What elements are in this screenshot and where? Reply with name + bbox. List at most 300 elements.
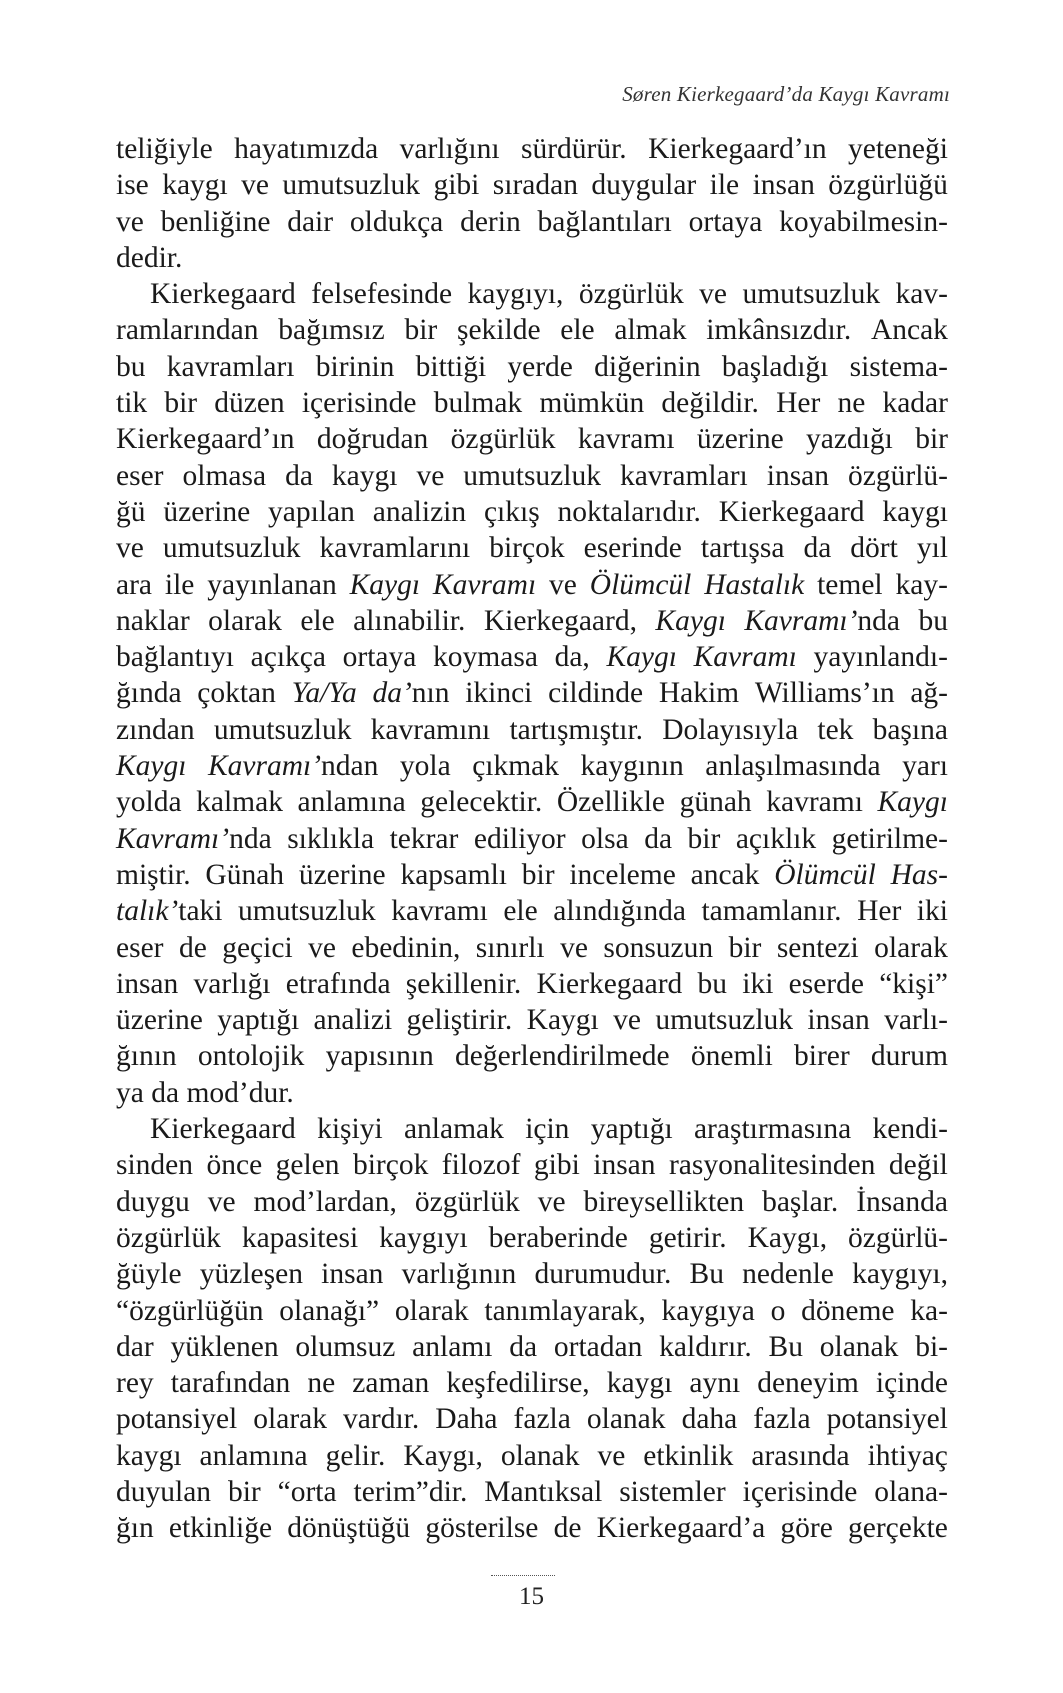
word: bulmak xyxy=(433,387,523,420)
word: durum xyxy=(870,1040,948,1073)
word: duyulan xyxy=(116,1475,212,1508)
text-line xyxy=(116,1293,948,1329)
word: olsa xyxy=(581,822,629,855)
word: sentezi xyxy=(776,931,859,964)
word: bir xyxy=(687,822,721,855)
word: ele xyxy=(300,604,335,637)
word: olanak xyxy=(819,1330,899,1363)
word: olana- xyxy=(874,1475,948,1508)
word: fazla xyxy=(513,1403,571,1436)
word: bir xyxy=(915,423,948,456)
word: kay- xyxy=(895,568,948,601)
word: birçok xyxy=(352,1149,429,1182)
word: göre xyxy=(780,1512,833,1545)
word: keşfedilirse, xyxy=(446,1367,590,1400)
word: şekillenir. xyxy=(405,967,522,1000)
text-line xyxy=(116,458,948,494)
text-line xyxy=(116,1002,948,1038)
word: varlığının xyxy=(401,1258,517,1291)
word: sistemler xyxy=(619,1475,726,1508)
word: yolda xyxy=(116,786,182,819)
word: potansiyel xyxy=(826,1403,948,1436)
word: yarı xyxy=(902,750,948,783)
word: inceleme xyxy=(569,858,676,891)
word: zından xyxy=(116,713,195,746)
word: gelecektir. xyxy=(420,786,543,819)
word: da xyxy=(644,822,673,855)
word: üzerine xyxy=(298,858,386,891)
word: sinden xyxy=(116,1149,194,1182)
text-line xyxy=(116,1438,948,1474)
word: umutsuzluk xyxy=(655,1004,794,1037)
word: Kierkegaard xyxy=(718,495,865,528)
word: oldukça xyxy=(349,205,444,238)
word: içinde xyxy=(875,1367,948,1400)
word: etkinlik xyxy=(643,1439,734,1472)
word: dedir. xyxy=(116,241,183,274)
word: tartışmıştır. xyxy=(509,713,644,746)
text-line xyxy=(116,167,948,203)
word: varlığı xyxy=(193,967,271,1000)
word: fazla xyxy=(753,1403,811,1436)
word: ve xyxy=(416,459,445,492)
word: dar xyxy=(116,1330,154,1363)
word: ve xyxy=(116,205,144,238)
word: kaygıyı, xyxy=(852,1258,948,1291)
word: içerisinde xyxy=(301,387,417,420)
word: olanağı” xyxy=(279,1294,380,1327)
word: da, xyxy=(554,641,590,674)
word: olanak xyxy=(586,1403,666,1436)
word: kaygıya xyxy=(661,1294,755,1327)
word: teliğiyle xyxy=(116,133,213,165)
text-line xyxy=(116,1038,948,1074)
word: anlamak xyxy=(403,1113,504,1146)
word: Ancak xyxy=(870,314,948,347)
word: ka- xyxy=(910,1294,948,1327)
word: ara xyxy=(116,568,153,601)
word: açıklık xyxy=(735,822,817,855)
word: İnsanda xyxy=(856,1185,948,1218)
word: vardır. xyxy=(343,1403,420,1436)
word: umutsuzluk xyxy=(162,532,301,565)
word: ne xyxy=(837,387,866,420)
word: kaygıyı xyxy=(379,1221,468,1254)
word: ve xyxy=(699,278,727,311)
word: umutsuzluk xyxy=(282,169,421,202)
word: imkânsızdır. xyxy=(706,314,852,347)
word: umutsuzluk xyxy=(463,459,601,492)
word: Kaygı xyxy=(877,786,948,819)
word: kavramı xyxy=(577,423,675,456)
word: Mantıksal xyxy=(484,1475,603,1508)
word: cildinde xyxy=(548,677,644,710)
word: mümkün xyxy=(539,387,645,420)
text-line xyxy=(116,1075,948,1111)
word: aynı xyxy=(689,1367,741,1400)
word: tek xyxy=(817,713,854,746)
word: sıklıkla xyxy=(287,822,375,855)
word: talık’taki xyxy=(116,895,223,928)
word: Dolayısıyla xyxy=(662,713,799,746)
word: derin xyxy=(460,205,521,238)
word: etkinliğe xyxy=(168,1512,273,1545)
word: Kierkegaard’ın xyxy=(116,423,295,456)
text-line xyxy=(116,567,948,603)
word: bu xyxy=(918,604,948,637)
word: kalmak xyxy=(196,786,283,819)
word: kavramları xyxy=(619,459,748,492)
running-header: Søren Kierkegaard’da Kaygı Kavramı xyxy=(622,82,950,106)
word: eserinde xyxy=(583,532,682,565)
word: Kaygı xyxy=(606,641,677,674)
word: almak xyxy=(614,314,687,347)
word: Her xyxy=(776,387,821,420)
word: Ölümcül xyxy=(589,568,692,601)
word: getirir. xyxy=(648,1221,727,1254)
word: bu xyxy=(697,967,728,1000)
text-line xyxy=(116,240,948,276)
word: da xyxy=(803,532,832,565)
word: ebedinin, xyxy=(351,931,461,964)
word: Kierkegaard, xyxy=(483,604,637,637)
word: ancak xyxy=(690,858,760,891)
word: ile xyxy=(709,169,740,202)
word: yüklenen xyxy=(170,1330,279,1363)
word: anlaşılmasında xyxy=(705,750,881,783)
word: özgürlük xyxy=(116,1221,221,1254)
word: Kierkegaard’ın xyxy=(648,133,827,165)
word: içerisinde xyxy=(742,1475,858,1508)
word: kavramı xyxy=(391,895,488,928)
word: potansiyel xyxy=(116,1403,238,1436)
text-line xyxy=(116,966,948,1002)
word: dönüştüğü xyxy=(287,1512,411,1545)
text-line xyxy=(116,276,948,312)
word: ve xyxy=(116,532,144,565)
word: durumudur. xyxy=(534,1258,672,1291)
word: bağlantıları xyxy=(537,205,672,238)
word: tanımlayarak, xyxy=(484,1294,646,1327)
word: gösterilse xyxy=(425,1512,539,1545)
word: sürdürür. xyxy=(520,133,627,165)
word: ve xyxy=(560,931,588,964)
word: yapısının xyxy=(325,1040,434,1073)
word: iki xyxy=(742,967,774,1000)
word: eser xyxy=(116,459,164,492)
word: etrafında xyxy=(285,967,391,1000)
word: özgürlük xyxy=(450,423,556,456)
word: Bu xyxy=(689,1258,724,1291)
word: olumsuz xyxy=(295,1330,396,1363)
word: Kaygı, xyxy=(747,1221,828,1254)
word: ile xyxy=(164,568,195,601)
word: eser xyxy=(116,931,164,964)
word: ontolojik xyxy=(197,1040,305,1073)
word: yaptığı xyxy=(217,1004,300,1037)
word: ve xyxy=(308,931,336,964)
word: sonsuzun xyxy=(603,931,714,964)
word: bu xyxy=(116,350,146,383)
word: felsefesinde xyxy=(311,278,453,311)
word: düzen xyxy=(214,387,285,420)
text-line xyxy=(116,421,948,457)
word: kaygının xyxy=(580,750,684,783)
word: filozof xyxy=(441,1149,521,1182)
word: bir xyxy=(227,1475,261,1508)
text-line xyxy=(116,1365,948,1401)
word: Hastalık xyxy=(704,568,805,601)
word: deneyim xyxy=(757,1367,859,1400)
text-line xyxy=(116,530,948,566)
word: ortaya xyxy=(688,205,763,238)
text-line xyxy=(116,1111,948,1147)
text-line xyxy=(116,204,948,240)
word: üzerine xyxy=(163,495,251,528)
word: bi- xyxy=(915,1330,948,1363)
word: bir xyxy=(164,387,198,420)
text-line xyxy=(116,893,948,929)
word: “kişi” xyxy=(879,967,948,1000)
word: üzerine xyxy=(696,423,784,456)
word: önce xyxy=(206,1149,263,1182)
word: varlığını xyxy=(399,133,500,165)
word: varlı- xyxy=(884,1004,948,1037)
word: ramlarından xyxy=(116,314,259,347)
text-line xyxy=(116,1184,948,1220)
text-line xyxy=(116,639,948,675)
text-line xyxy=(116,1329,948,1365)
word: tarafından xyxy=(170,1367,291,1400)
text-line xyxy=(116,675,948,711)
word: özgürlük xyxy=(578,278,684,311)
word: ele xyxy=(560,314,595,347)
word: için xyxy=(525,1113,570,1146)
word: geliştirir. xyxy=(406,1004,513,1037)
word: gerçekte xyxy=(848,1512,948,1545)
word: zaman xyxy=(352,1367,430,1400)
word: umutsuzluk xyxy=(238,895,376,928)
word: çoktan xyxy=(197,677,276,710)
page-number-rule xyxy=(491,1575,555,1576)
word: ve xyxy=(241,169,269,202)
word: yayınlanan xyxy=(207,568,337,601)
word: kaygı xyxy=(331,459,398,492)
word: başlar. xyxy=(762,1185,839,1218)
text-line xyxy=(116,1220,948,1256)
word: Günah xyxy=(205,858,285,891)
word: ğüyle xyxy=(116,1258,182,1291)
word: olarak xyxy=(253,1403,328,1436)
word: mod’lardan, xyxy=(253,1185,397,1218)
word: sıradan xyxy=(492,169,578,202)
word: ortadan xyxy=(553,1330,643,1363)
word: Bu xyxy=(768,1330,803,1363)
word: ediliyor xyxy=(473,822,566,855)
word: Daha xyxy=(435,1403,498,1436)
word: koymasa xyxy=(433,641,538,674)
word: ağ- xyxy=(910,677,948,710)
word: açıkça xyxy=(250,641,326,674)
word: rey xyxy=(116,1367,154,1400)
word: insan xyxy=(593,1149,656,1182)
word: Kierkegaard’a xyxy=(596,1512,766,1545)
word: nedenle xyxy=(742,1258,834,1291)
word: yazdığı xyxy=(806,423,893,456)
word: çıkmak xyxy=(472,750,560,783)
word: kaygı xyxy=(882,495,948,528)
word: sınırlı xyxy=(475,931,545,964)
word: terim”dir. xyxy=(353,1475,468,1508)
text-line xyxy=(116,748,948,784)
word: da’nın xyxy=(372,677,450,710)
word: kadar xyxy=(882,387,948,420)
word: ve xyxy=(613,1004,641,1037)
word: alındığında xyxy=(553,895,686,928)
word: ve xyxy=(549,568,577,601)
word: Hakim xyxy=(658,677,740,710)
text-line xyxy=(116,1401,948,1437)
text-line xyxy=(116,1474,948,1510)
word: yapılan xyxy=(268,495,355,528)
word: ğü xyxy=(116,495,146,528)
word: anlamı xyxy=(412,1330,493,1363)
word: insan xyxy=(807,1004,870,1037)
page-number: 15 xyxy=(519,1583,544,1610)
word: duygular xyxy=(591,169,697,202)
word: temel xyxy=(817,568,883,601)
word: Kavramı’nda xyxy=(744,604,900,637)
word: bağlantıyı xyxy=(116,641,234,674)
word: bireysellikten xyxy=(583,1185,745,1218)
word: tartışsa xyxy=(700,532,785,565)
word: kapasitesi xyxy=(241,1221,359,1254)
word: önemli xyxy=(690,1040,773,1073)
word: olarak xyxy=(208,604,282,637)
word: insan xyxy=(321,1258,384,1291)
word: değerlendirilmede xyxy=(455,1040,670,1073)
word: ve xyxy=(537,1185,566,1218)
word: kav- xyxy=(895,278,948,311)
word: olarak xyxy=(394,1294,469,1327)
word: kaygı xyxy=(606,1367,673,1400)
word: yaptığı xyxy=(590,1113,673,1146)
word: geçici xyxy=(222,931,293,964)
word: Kavramı xyxy=(432,568,537,601)
word: insan xyxy=(116,967,179,1000)
text-line xyxy=(116,385,948,421)
word: Kierkegaard xyxy=(536,967,683,1000)
word: yüzleşen xyxy=(199,1258,303,1291)
word: o xyxy=(770,1294,786,1327)
word: Her xyxy=(857,895,902,928)
word: değildir. xyxy=(661,387,759,420)
word: ikinci xyxy=(465,677,533,710)
word: araştırmasına xyxy=(693,1113,852,1146)
word: özgürlüğü xyxy=(828,169,948,202)
word: miştir. xyxy=(116,858,191,891)
word: Kavramı’nda xyxy=(116,822,272,855)
word: Ya/Ya xyxy=(291,677,357,710)
word: kavramlarını xyxy=(319,532,471,565)
word: çıkış xyxy=(483,495,540,528)
word: duygu xyxy=(116,1185,190,1218)
word: Has- xyxy=(890,858,948,891)
word: birer xyxy=(794,1040,850,1073)
word: ihtiyaç xyxy=(867,1439,948,1472)
word: diğerinin xyxy=(594,350,701,383)
word: ortaya xyxy=(342,641,417,674)
word: başına xyxy=(872,713,948,746)
word: kavramı xyxy=(766,786,863,819)
word: gelen xyxy=(275,1149,340,1182)
word: bir xyxy=(521,858,555,891)
text-line xyxy=(116,603,948,639)
word: yola xyxy=(399,750,451,783)
word: tamamlanır. xyxy=(701,895,842,928)
word: üzerine xyxy=(116,1004,203,1037)
word: tekrar xyxy=(389,822,459,855)
word: da xyxy=(151,1076,180,1109)
word: koyabilmesin- xyxy=(779,205,948,238)
text-line xyxy=(116,131,948,167)
word: özgürlü- xyxy=(848,1221,948,1254)
word: gelir. xyxy=(325,1439,386,1472)
word: anlamına xyxy=(297,786,406,819)
word: Kaygı xyxy=(526,1004,599,1037)
word: bir xyxy=(728,931,762,964)
word: gibi xyxy=(433,169,480,202)
word: hayatımızda xyxy=(234,133,379,165)
word: Kaygı xyxy=(116,750,187,783)
word: ise xyxy=(116,169,149,202)
word: Ölümcül xyxy=(774,858,876,891)
text-line xyxy=(116,494,948,530)
word: günah xyxy=(679,786,752,819)
word: özgürlük xyxy=(414,1185,520,1218)
word: ya xyxy=(116,1076,144,1109)
word: “özgürlüğün xyxy=(116,1294,264,1327)
word: doğrudan xyxy=(316,423,429,456)
word: Kaygı xyxy=(349,568,421,601)
word: olmasa xyxy=(182,459,267,492)
word: gibi xyxy=(533,1149,580,1182)
text-line xyxy=(116,312,948,348)
word: iki xyxy=(916,895,948,928)
word: olarak xyxy=(874,931,948,964)
word: yeteneği xyxy=(848,133,948,165)
text-line xyxy=(116,712,948,748)
word: rasyonalitesinden xyxy=(668,1149,876,1182)
word: Kaygı, xyxy=(403,1439,483,1472)
word: kapsamlı xyxy=(400,858,507,891)
word: insan xyxy=(752,169,815,202)
word: benliğine xyxy=(160,205,271,238)
word: kişiyi xyxy=(317,1113,383,1146)
word: döneme xyxy=(801,1294,895,1327)
word: kendi- xyxy=(872,1113,948,1146)
word: Kaygı xyxy=(655,604,726,637)
word: Kierkegaard xyxy=(150,278,296,311)
word: analizi xyxy=(313,1004,393,1037)
text-line xyxy=(116,930,948,966)
word: Williams’ın xyxy=(754,677,895,710)
text-line xyxy=(116,1510,948,1546)
text-line xyxy=(116,1147,948,1183)
word: değil xyxy=(888,1149,948,1182)
word: ğın xyxy=(116,1512,154,1545)
word: insan xyxy=(766,459,830,492)
